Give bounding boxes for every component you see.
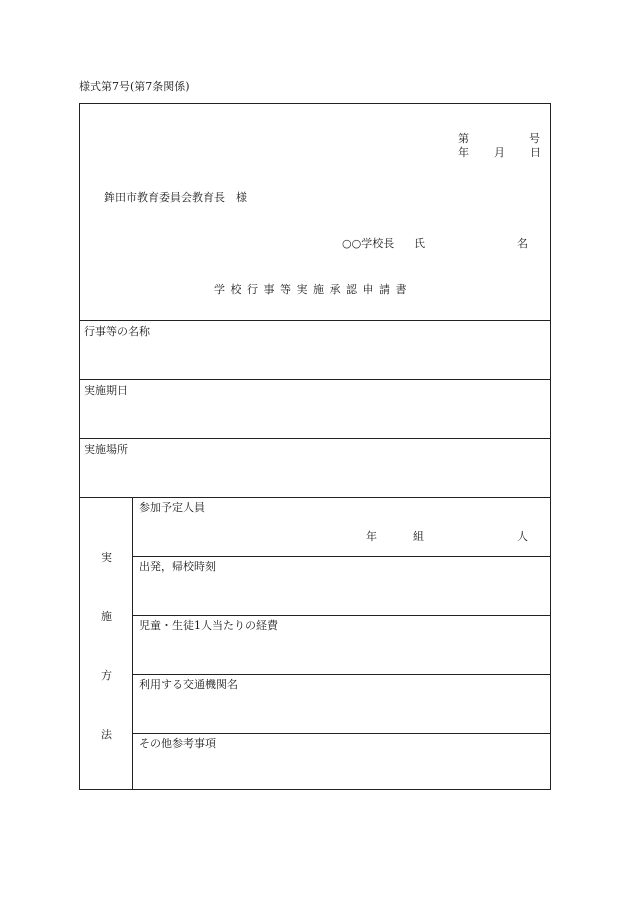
form-code: 様式第7号(第7条関係) (79, 80, 190, 93)
divider (80, 497, 550, 498)
method-char-4: 法 (101, 728, 112, 741)
number-suffix: 号 (529, 132, 540, 145)
divider (132, 615, 550, 616)
method-char-1: 実 (101, 551, 112, 564)
departure-label: 出発，帰校時刻 (139, 560, 216, 573)
method-column-divider (132, 497, 133, 790)
divider (80, 320, 550, 321)
date-month: 月 (494, 146, 505, 159)
principal: ○○学校長 (342, 237, 395, 250)
name-mei: 名 (517, 237, 528, 250)
participants-year: 年 (366, 530, 377, 543)
divider (80, 379, 550, 380)
name-shi: 氏 (414, 237, 425, 250)
participants-class: 組 (413, 530, 424, 543)
divider (80, 438, 550, 439)
venue-label: 実施場所 (84, 443, 128, 456)
application-form (79, 103, 551, 790)
addressee: 鉾田市教育委員会教育長 様 (104, 191, 247, 204)
event-name-label: 行事等の名称 (84, 325, 150, 338)
form-title: 学校行事等実施承認申請書 (214, 283, 412, 296)
number-prefix: 第 (458, 132, 469, 145)
divider (132, 674, 550, 675)
divider (132, 556, 550, 557)
dates-label: 実施期日 (84, 384, 128, 397)
method-char-3: 方 (101, 669, 112, 682)
other-label: その他参考事項 (139, 737, 216, 750)
cost-label: 児童・生徒1人当たりの経費 (139, 619, 278, 632)
date-day: 日 (530, 146, 541, 159)
transport-label: 利用する交通機関名 (139, 678, 238, 691)
participants-label: 参加予定人員 (139, 501, 205, 514)
method-char-2: 施 (101, 610, 112, 623)
date-year: 年 (458, 146, 469, 159)
participants-people: 人 (517, 530, 528, 543)
divider (132, 733, 550, 734)
